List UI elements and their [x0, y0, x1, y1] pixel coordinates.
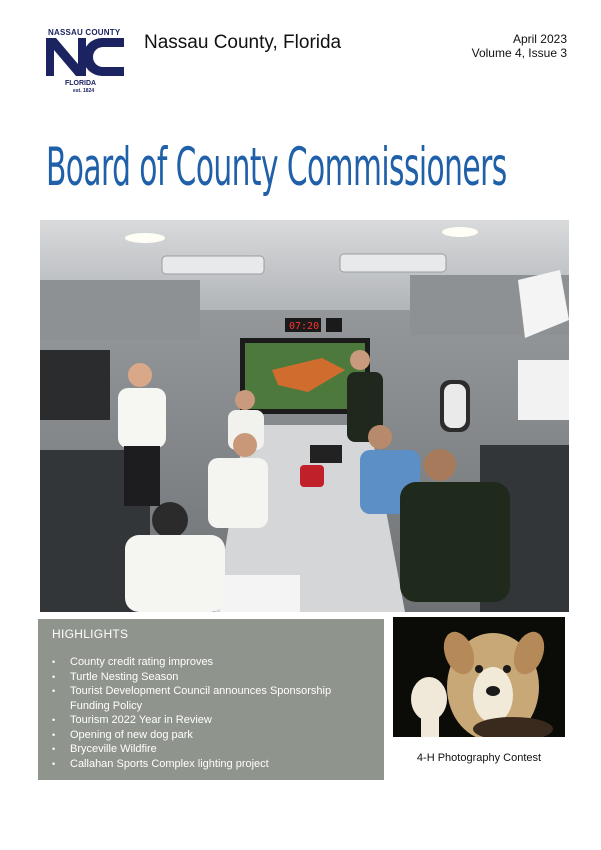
highlight-item: • Tourist Development Council announces Sponsorship Funding Policy [52, 684, 372, 713]
logo-bottom-text: FLORIDA [65, 80, 97, 87]
dog-photo-illustration [393, 617, 565, 737]
highlight-item: • Tourism 2022 Year in Review [52, 713, 372, 728]
board-title: Board of County Commissioners [46, 137, 507, 198]
command-center-photo-illustration [40, 220, 569, 612]
county-title: Nassau County, Florida [144, 32, 342, 53]
highlight-item: • Bryceville Wildfire [52, 742, 372, 757]
logo-top-text: NASSAU COUNTY [48, 28, 121, 37]
highlight-item: • Callahan Sports Complex lighting project [52, 757, 372, 772]
issue-date: April 2023 [512, 32, 567, 46]
issue-volume: Volume 4, Issue 3 [471, 46, 567, 60]
highlight-item: • Turtle Nesting Season [52, 670, 372, 685]
highlights-panel [38, 619, 384, 780]
issue-info [472, 32, 567, 60]
highlights-list [52, 655, 372, 771]
dog-photo [393, 617, 565, 737]
county-logo [40, 26, 130, 96]
hero-photo [40, 220, 569, 612]
highlight-item: • Opening of new dog park [52, 728, 372, 743]
clock-readout-text: 07:20 [289, 321, 320, 332]
logo-est-text: est. 1824 [73, 88, 95, 94]
dog-photo-caption: 4-H Photography Contest [416, 752, 542, 764]
highlights-heading: HIGHLIGHTS [52, 627, 129, 641]
nc-monogram-icon [44, 36, 126, 76]
highlight-item: • County credit rating improves [52, 655, 372, 670]
